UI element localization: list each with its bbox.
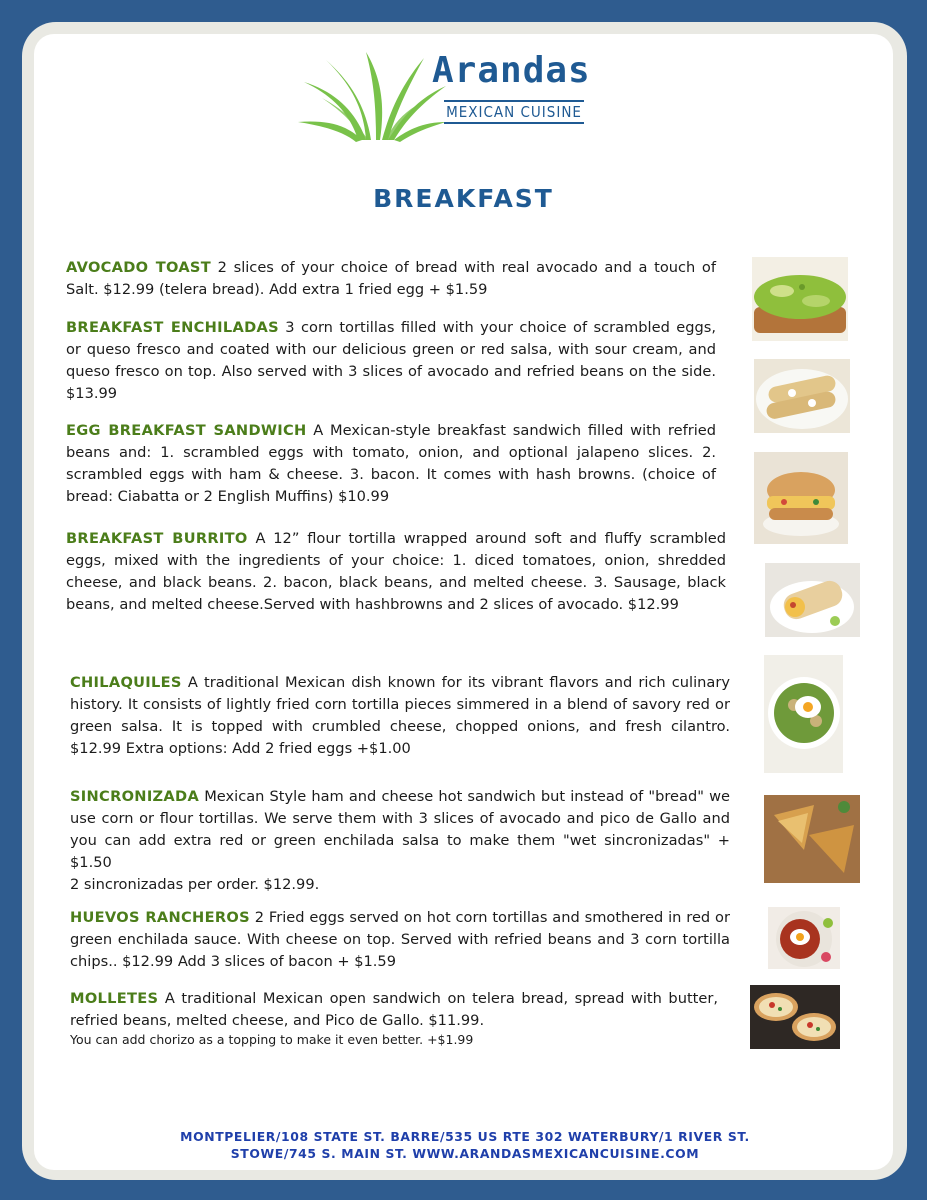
item-description: 3 corn tortillas filled with your choice of scrambled eggs, or queso fresco and coated with our delicious green or red salsa, with sour cream, and queso fresco on top. Also served with 3 slices of avocado and refried beans on the side. $13.99 [66, 319, 716, 402]
item-name: CHILAQUILES [70, 674, 182, 691]
breakfast-enchiladas-photo [754, 359, 850, 433]
item-extra: 2 sincronizadas per order. $12.99. [70, 876, 320, 893]
item-description: A traditional Mexican open sandwich on telera bread, spread with butter, refried beans, melted cheese, and Pico de Gallo. $11.99. [70, 990, 719, 1029]
page-title: BREAKFAST [373, 184, 554, 213]
sincronizada-photo [764, 795, 860, 883]
item-name: AVOCADO TOAST [66, 259, 211, 276]
huevos-rancheros-photo [768, 907, 840, 969]
breakfast-burrito-photo [765, 563, 860, 637]
menu-item-avocado-toast [66, 257, 716, 301]
egg-sandwich-photo [754, 452, 848, 544]
item-description: A Mexican-style breakfast sandwich filled with refried beans and: 1. scrambled eggs with tomato, onion, and optional jalapeno slices. 2. scrambled eggs with ham & cheese. 3. bacon. It comes with hash browns. (choice of bread: Ciabatta or 2 English Muffins) $10.99 [66, 422, 716, 505]
item-name: BREAKFAST BURRITO [66, 530, 248, 547]
menu-item-sincronizada [70, 786, 730, 896]
menu-item-chilaquiles [70, 672, 730, 760]
item-note: You can add chorizo as a topping to make it even better. +$1.99 [70, 1032, 474, 1047]
item-name: EGG BREAKFAST SANDWICH [66, 422, 307, 439]
menu-item-molletes [70, 988, 718, 1048]
item-description: 2 slices of your choice of bread with real avocado and a touch of Salt. $12.99 (telera bread). Add extra 1 fried egg + $1.59 [66, 259, 716, 298]
item-description: 2 Fried eggs served on hot corn tortillas and smothered in red or green enchilada sauce. With cheese on top. Served with refried beans and 3 corn tortilla chips.. $12.99 Add 3 slices of bacon + $1.59 [70, 909, 730, 970]
brand-name: Arandas [432, 50, 591, 91]
avocado-toast-photo [752, 257, 848, 341]
chilaquiles-photo [764, 655, 843, 773]
footer-line-2: STOWE/745 S. MAIN ST. WWW.ARANDASMEXICANCUISINE.COM [230, 1146, 700, 1161]
item-name: HUEVOS RANCHEROS [70, 909, 250, 926]
menu-item-breakfast-enchiladas [66, 317, 716, 405]
item-description: A 12” flour tortilla wrapped around soft and fluffy scrambled eggs, mixed with the ingredients of your choice: 1. diced tomatoes, onion, shredded cheese, and black beans. 2. bacon, black beans, and melted cheese. 3. Sausage, black beans, and melted cheese.Served with hashbrowns and 2 slices of avocado. $12.99 [66, 530, 726, 613]
footer-line-1: MONTPELIER/108 STATE ST. BARRE/535 US RTE 302 WATERBURY/1 RIVER ST. [180, 1129, 750, 1144]
item-name: BREAKFAST ENCHILADAS [66, 319, 279, 336]
footer-locations [150, 1128, 780, 1162]
menu-item-huevos-rancheros [70, 907, 730, 973]
menu-item-breakfast-burrito [66, 528, 726, 616]
brand-subtitle: MEXICAN CUISINE [444, 100, 584, 124]
molletes-photo [750, 985, 840, 1049]
item-name: SINCRONIZADA [70, 788, 200, 805]
item-name: MOLLETES [70, 990, 159, 1007]
menu-item-egg-breakfast-sandwich [66, 420, 716, 508]
item-description: Mexican Style ham and cheese hot sandwich but instead of "bread" we use corn or flour tortillas. We serve them with 3 slices of avocado and pico de Gallo and you can add extra red or green enchilada salsa to make them "wet sincronizadas" + $1.50 [70, 788, 731, 871]
item-description: A traditional Mexican dish known for its vibrant flavors and rich culinary history. It consists of lightly fried corn tortilla pieces simmered in a blend of savory red or green salsa. It is topped with crumbled cheese, chopped onions, and fresh cilantro. $12.99 Extra options: Add 2 fried eggs +$1.00 [70, 674, 730, 757]
